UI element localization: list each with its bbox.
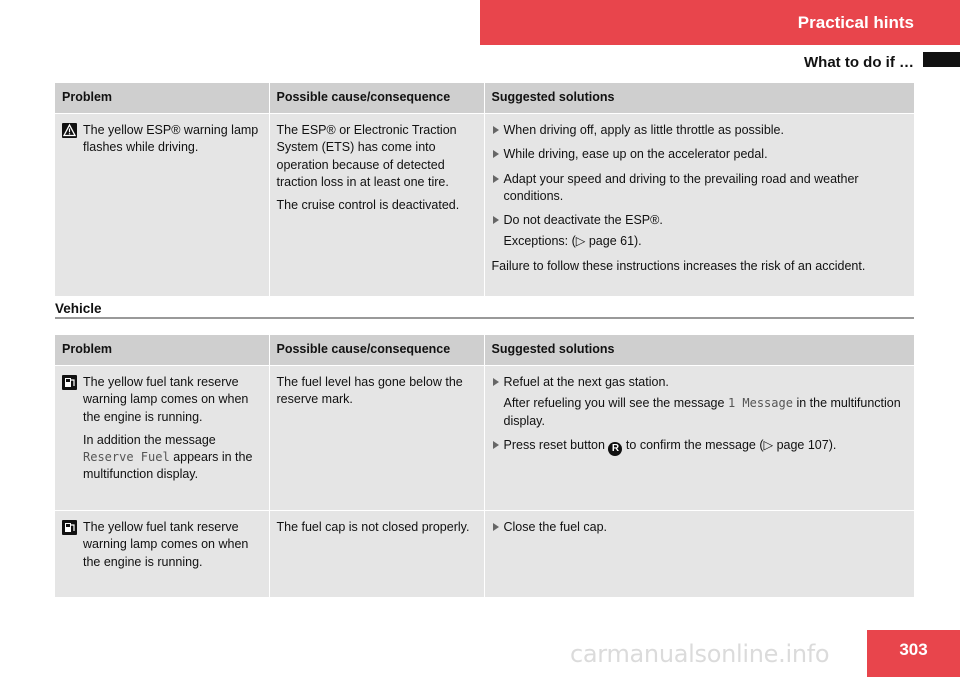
solution-step: [492, 146, 908, 163]
subnote-text: in the multifunction display.: [503, 396, 901, 428]
esp-table: [55, 83, 914, 296]
table-row: [55, 511, 914, 598]
section-title: Vehicle: [55, 301, 914, 319]
step-text: Adapt your speed and driving to the prevailing road and weather conditions.: [503, 171, 859, 203]
problem-text: The yellow ESP® warning lamp flashes while driving.: [83, 123, 259, 155]
chapter-tab: [480, 0, 960, 45]
header-solutions: Suggested solutions: [484, 83, 914, 114]
header-cause: Possible cause/consequence: [269, 83, 484, 114]
esp-warning-icon: [62, 123, 77, 138]
section-subheading: What to do if …: [804, 54, 914, 71]
table-row: [55, 366, 914, 511]
cause-text: The fuel level has gone below the reserve mark.: [276, 375, 463, 407]
solutions-cell: [484, 511, 914, 598]
thumb-mark: [923, 52, 960, 67]
problem-extra-text: appears in the multifunction display.: [83, 450, 253, 482]
step-subnote: [504, 395, 908, 430]
step-arrow-icon: [492, 378, 500, 386]
solutions-cell: [484, 114, 914, 297]
step-text: Close the fuel cap.: [503, 520, 608, 534]
step-text: Do not deactivate the ESP®.: [503, 213, 663, 227]
problem-text: The yellow fuel tank reserve warning lamp comes on when the engine is running.: [83, 375, 249, 424]
step-text: When driving off, apply as little throttle as possible.: [503, 123, 784, 137]
cause-cell: [269, 511, 484, 598]
table-row: [55, 114, 914, 297]
table-header-row: [55, 83, 914, 114]
problem-cell: [55, 114, 269, 297]
display-message: Reserve Fuel: [83, 450, 170, 464]
solution-step: [492, 519, 908, 536]
fuel-pump-icon: [62, 520, 77, 535]
step-text: to confirm the message (▷ page 107).: [625, 437, 837, 452]
exceptions-note: Exceptions: (▷ page 61).: [503, 234, 642, 249]
solution-step: [492, 212, 908, 229]
solutions-cell: [484, 366, 914, 511]
cause-text: The ESP® or Electronic Traction System (ETS) has come into operation because of detected traction loss in at least one tire.: [276, 123, 457, 189]
vehicle-table: [55, 335, 914, 597]
step-arrow-icon: [492, 216, 500, 224]
step-arrow-icon: [492, 175, 500, 183]
accident-warning: Failure to follow these instructions increases the risk of an accident.: [491, 258, 866, 273]
header-problem: Problem: [55, 335, 269, 366]
table-header-row: [55, 335, 914, 366]
step-text: Press reset button: [503, 437, 605, 452]
step-text: Refuel at the next gas station.: [503, 375, 669, 389]
display-message: 1 Message: [727, 396, 793, 411]
reset-button-icon: R: [608, 442, 622, 456]
problem-extra-text: In addition the message: [83, 432, 216, 447]
problem-text: The yellow fuel tank reserve warning lamp comes on when the engine is running.: [83, 520, 249, 569]
solution-step: [492, 374, 908, 391]
watermark-text: carmanualsonline.info: [570, 640, 830, 668]
solution-step: [492, 122, 908, 139]
solution-step: [492, 171, 908, 206]
problem-cell: [55, 366, 269, 511]
fuel-pump-icon: [62, 375, 77, 390]
step-arrow-icon: [492, 126, 500, 134]
cause-cell: [269, 366, 484, 511]
step-arrow-icon: [492, 441, 500, 449]
subnote-text: After refueling you will see the message: [503, 396, 725, 411]
chapter-title: Practical hints: [797, 12, 914, 32]
header-cause: Possible cause/consequence: [269, 335, 484, 366]
step-text: While driving, ease up on the accelerator pedal.: [503, 147, 768, 162]
page-number: 303: [867, 630, 960, 677]
cause-text: The cruise control is deactivated.: [276, 198, 460, 212]
problem-cell: [55, 511, 269, 598]
cause-cell: [269, 114, 484, 297]
header-solutions: Suggested solutions: [484, 335, 914, 366]
solution-step: [492, 437, 908, 456]
cause-text: The fuel cap is not closed properly.: [276, 520, 470, 534]
step-arrow-icon: [492, 150, 500, 158]
step-arrow-icon: [492, 523, 500, 531]
header-problem: Problem: [55, 83, 269, 114]
